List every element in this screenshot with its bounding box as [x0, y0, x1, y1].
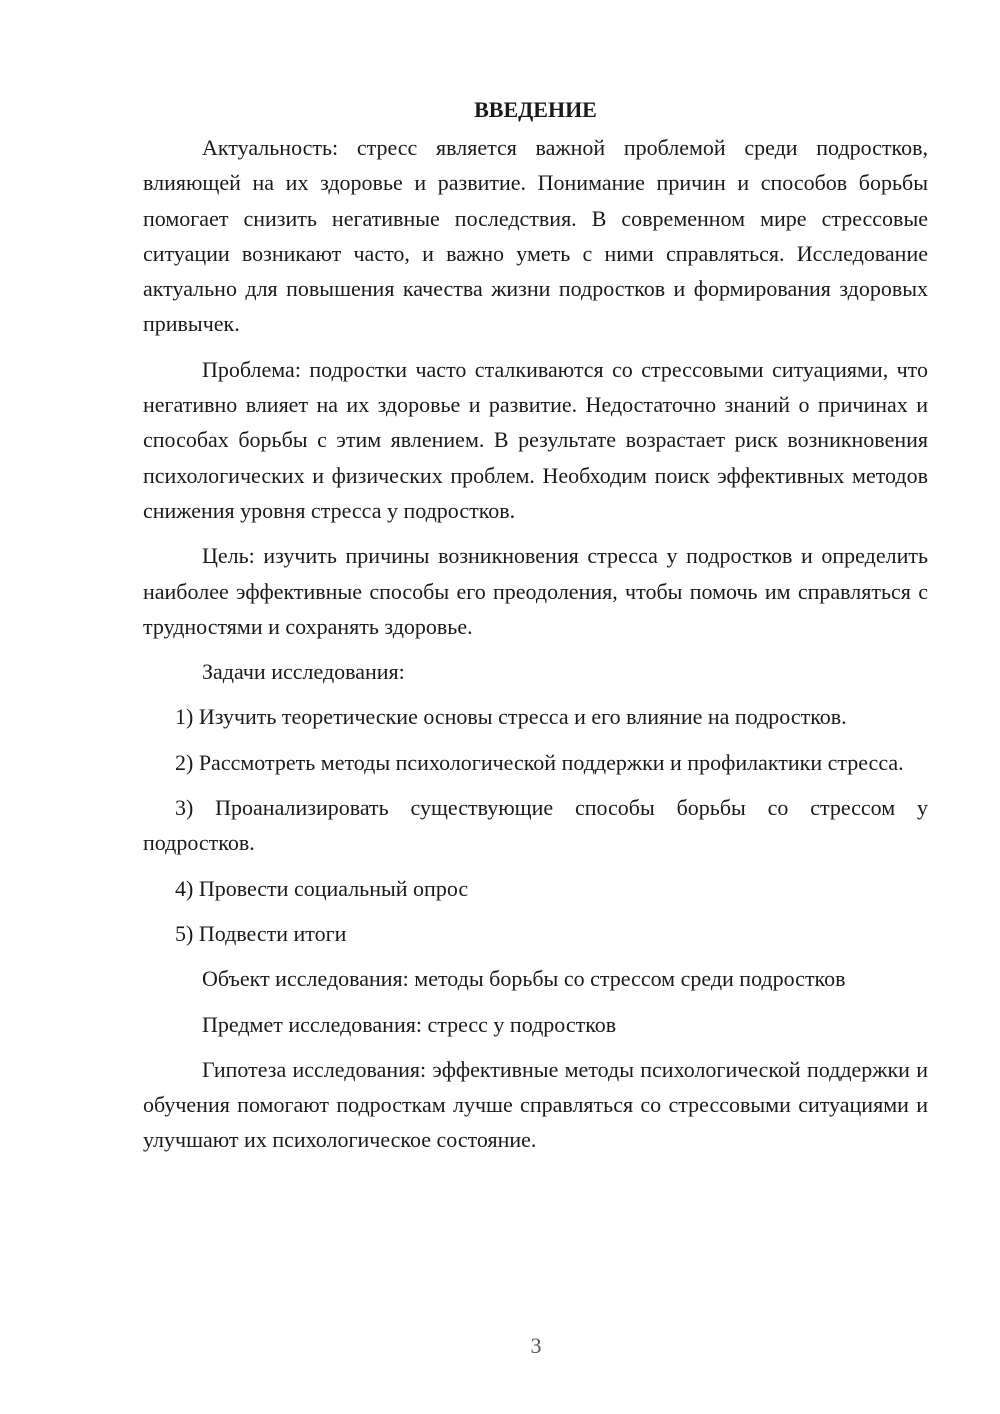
object-paragraph: Объект исследования: методы борьбы со стрессом среди подростков	[202, 966, 846, 992]
tasks-heading: Задачи исследования:	[202, 659, 405, 685]
task-item-2: 2) Рассмотреть методы психологической поддержки и профилактики стресса.	[175, 749, 904, 775]
page-title: ВВЕДЕНИЕ	[474, 97, 597, 122]
task-item-5: 5) Подвести итоги	[175, 920, 347, 946]
task-item-4: 4) Провести социальный опрос	[175, 875, 469, 901]
goal-paragraph: Цель: изучить причины возникновения стресса у подростков и определить наиболее эффективные способы его преодоления, чтобы помочь им справляться с трудностями и сохранять здоровье.	[143, 543, 928, 639]
problem-paragraph: Проблема: подростки часто сталкиваются со стрессовыми ситуациями, что негативно влияет на их здоровье и развитие. Недостаточно знаний о причинах и способах борьбы с этим явлением. В результате возрастает риск возникновения психологических и физических проблем. Необходим поиск эффективных методов снижения уровня стресса у подростков.	[143, 356, 928, 523]
task-item-3: 3) Проанализировать существующие способы борьбы со стрессом у подростков.	[143, 795, 928, 856]
relevance-paragraph: Актуальность: стресс является важной проблемой среди подростков, влияющей на их здоровье и развитие. Понимание причин и способов борьбы помогает снизить негативные последствия. В современном мире стрессовые ситуации возникают часто, и важно уметь с ними справляться. Исследование актуально для повышения качества жизни подростков и формирования здоровых привычек.	[143, 135, 928, 337]
document-page	[143, 92, 928, 1168]
page-number: 3	[530, 1333, 542, 1358]
hypothesis-paragraph: Гипотеза исследования: эффективные методы психологической поддержки и обучения помогают подросткам лучше справляться со стрессовыми ситуациями и улучшают их психологическое состояние.	[143, 1056, 928, 1153]
task-item-1: 1) Изучить теоретические основы стресса и его влияние на подростков.	[175, 704, 847, 730]
subject-paragraph: Предмет исследования: стресс у подростков	[202, 1011, 617, 1037]
